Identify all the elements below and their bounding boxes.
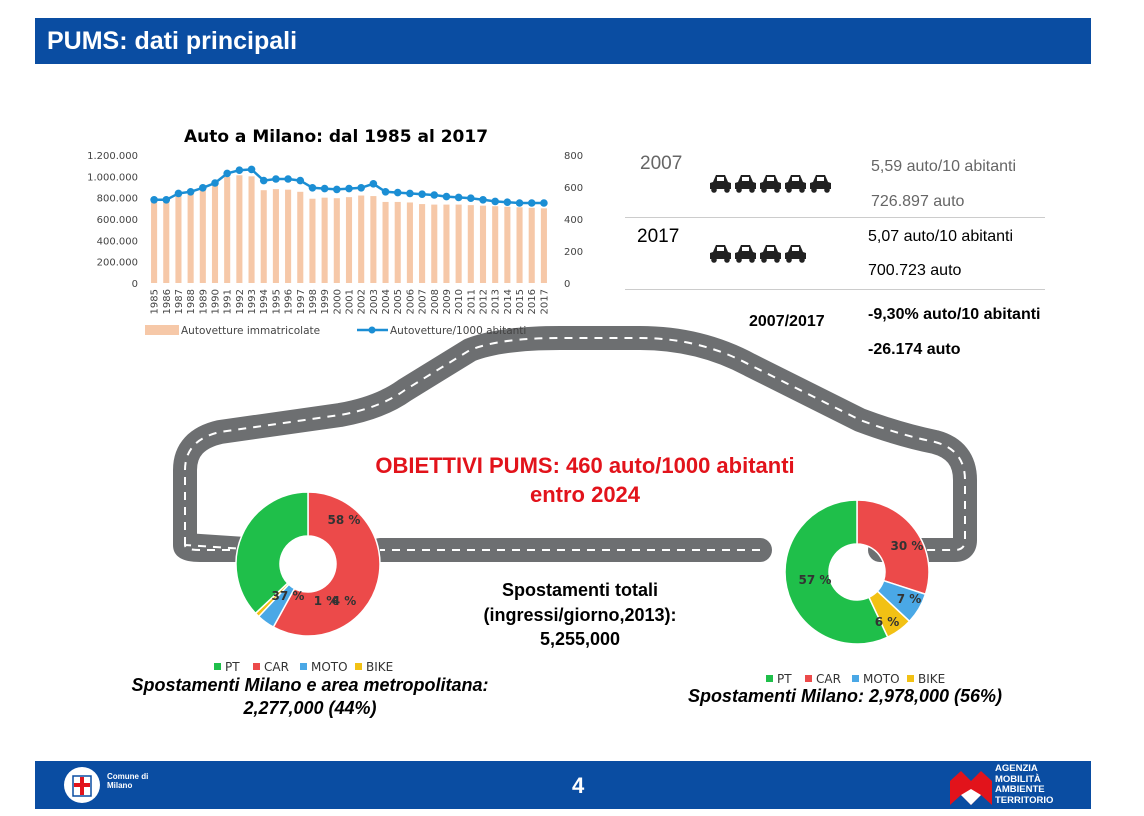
comune-milano-emblem-icon: [61, 764, 103, 806]
line-point: [370, 180, 378, 188]
page-title: PUMS: dati principali: [47, 27, 298, 55]
x-tick: 2001: [344, 289, 356, 315]
car-icon: [785, 175, 806, 193]
line-point: [467, 194, 475, 202]
divider: [625, 217, 1045, 218]
page-number: 4: [572, 773, 585, 798]
donut-right: [785, 496, 935, 646]
line-point: [236, 166, 244, 174]
legend-swatch-bike: [355, 663, 362, 670]
delta-ratio: -9,30% auto/10 abitanti: [868, 306, 1041, 323]
bar: [224, 177, 230, 283]
goal-line2: entro 2024: [529, 482, 641, 507]
x-tick: 2003: [368, 289, 380, 315]
legend-swatch-moto: [852, 675, 859, 682]
x-tick: 2015: [515, 289, 527, 315]
stat-2017-ratio: 5,07 auto/10 abitanti: [868, 228, 1014, 245]
line-point: [406, 190, 414, 198]
line-point: [479, 196, 487, 204]
bar: [383, 202, 389, 283]
delta-label: 2007/2017: [749, 313, 825, 330]
y-right-tick: 0: [564, 279, 571, 290]
legend-label-moto: MOTO: [863, 672, 900, 686]
year-2017: 2017: [637, 226, 680, 247]
x-tick: 2009: [441, 289, 453, 315]
line-point: [248, 166, 256, 174]
donut-label-car: 30 %: [890, 539, 924, 553]
donut-left-caption1: Spostamenti Milano e area metropolitana:: [131, 675, 489, 695]
legend-line-label: Autovetture/1000 abitanti: [390, 325, 527, 337]
line-point: [162, 196, 170, 204]
bar: [249, 176, 255, 283]
stat-2007-ratio: 5,59 auto/10 abitanti: [871, 158, 1017, 175]
delta-cars: -26.174 auto: [868, 341, 961, 358]
x-tick: 1987: [173, 289, 185, 315]
total-value: 5,255,000: [539, 629, 621, 649]
legend-label-bike: BIKE: [366, 660, 394, 674]
legend-swatch-car: [253, 663, 260, 670]
x-tick: 1986: [161, 289, 173, 315]
y-right-tick: 600: [564, 183, 584, 194]
car-icons-2007: [708, 172, 838, 199]
y-left-tick: 600.000: [96, 215, 138, 226]
bar: [358, 196, 364, 283]
bar: [504, 207, 510, 283]
y-left-tick: 0: [131, 279, 138, 290]
x-tick: 2010: [454, 289, 466, 315]
x-tick: 1996: [283, 289, 295, 315]
y-left-tick: 1.200.000: [87, 151, 138, 162]
bar: [334, 198, 340, 283]
line-point: [382, 188, 390, 196]
x-tick: 2013: [490, 289, 502, 315]
bar: [480, 206, 486, 283]
car-icon: [735, 245, 756, 263]
line-point: [430, 191, 438, 199]
bar: [517, 207, 523, 283]
year-2007: 2007: [640, 153, 683, 174]
donut-left: [226, 498, 386, 638]
bar: [309, 199, 315, 283]
line-point: [333, 186, 341, 194]
x-tick: 2016: [527, 289, 539, 315]
bar: [456, 205, 462, 283]
line-point: [321, 185, 329, 193]
legend-label-pt: PT: [777, 672, 792, 686]
legend-bar-swatch: [145, 325, 179, 335]
y-left-tick: 400.000: [96, 236, 138, 248]
bar: [492, 206, 498, 283]
x-tick: 2017: [539, 289, 551, 315]
car-icon: [710, 175, 731, 193]
right-logo-text: AGENZIA MOBILITÀ AMBIENTE TERRITORIO: [995, 763, 1054, 806]
bar: [541, 208, 547, 283]
car-icon: [735, 175, 756, 193]
footer-bar: [35, 761, 1091, 809]
car-icon: [710, 245, 731, 263]
line-point: [199, 184, 207, 192]
bar: [163, 199, 169, 283]
bar: [346, 197, 352, 283]
bar: [285, 190, 291, 283]
bar: [297, 192, 303, 283]
x-tick: 1997: [295, 289, 307, 315]
stat-2017-cars: 700.723 auto: [868, 262, 962, 279]
legend-label-bike: BIKE: [918, 672, 946, 686]
x-tick: 1999: [320, 289, 332, 315]
line-point: [296, 177, 304, 185]
cars-chart: [70, 120, 584, 350]
car-icon: [760, 175, 781, 193]
car-icon: [785, 245, 806, 263]
legend-swatch-car: [805, 675, 812, 682]
x-tick: 2004: [381, 289, 393, 315]
x-tick: 2012: [478, 289, 490, 315]
line-point: [357, 184, 365, 192]
car-icon: [810, 175, 831, 193]
x-tick: 1990: [210, 289, 222, 315]
bar: [188, 190, 194, 283]
donut-left-caption2: 2,277,000 (44%): [243, 698, 377, 718]
donut-label-pt: 37 %: [271, 589, 305, 603]
car-icon: [760, 245, 781, 263]
line-point: [309, 184, 317, 192]
bar: [273, 189, 279, 283]
line-point: [187, 188, 195, 196]
bar: [407, 202, 413, 283]
bar: [151, 201, 157, 283]
donut-left-legend: [210, 658, 430, 676]
y-right-tick: 200: [564, 247, 584, 258]
bar: [261, 190, 267, 283]
line-point: [540, 199, 548, 207]
x-tick: 1989: [198, 289, 210, 315]
line-point: [175, 190, 183, 198]
y-right-tick: 400: [564, 215, 584, 226]
x-tick: 2008: [429, 289, 441, 315]
legend-label-moto: MOTO: [311, 660, 348, 674]
bar: [529, 208, 535, 283]
line-point: [504, 198, 512, 206]
bar: [175, 193, 181, 283]
x-tick: 1985: [149, 289, 161, 315]
line-point: [491, 198, 499, 206]
line-point: [455, 194, 463, 202]
line-point: [223, 170, 231, 178]
amat-logo-icon: [948, 765, 994, 807]
line-point: [443, 193, 451, 201]
chart-title: Auto a Milano: dal 1985 al 2017: [183, 127, 489, 147]
bar: [236, 175, 242, 283]
line-point: [211, 179, 219, 187]
donut-label-car: 58 %: [327, 513, 361, 527]
bar: [468, 205, 474, 283]
legend-bar-label: Autovetture immatricolate: [181, 325, 321, 337]
legend-swatch-pt: [214, 663, 221, 670]
line-point: [418, 190, 426, 198]
bar: [200, 185, 206, 283]
bar: [322, 198, 328, 283]
x-tick: 2000: [332, 289, 344, 315]
bar: [370, 196, 376, 283]
bar: [212, 182, 218, 283]
line-point: [150, 196, 158, 204]
donut-label-moto: 7 %: [896, 592, 922, 606]
goal-line1: OBIETTIVI PUMS: 460 auto/1000 abitanti: [375, 453, 795, 478]
y-right-tick: 800: [564, 151, 584, 162]
x-tick: 1994: [259, 289, 271, 315]
divider: [625, 289, 1045, 290]
x-tick: 2005: [393, 289, 405, 315]
legend-swatch-bike: [907, 675, 914, 682]
x-tick: 2014: [502, 289, 514, 315]
line-point: [394, 189, 402, 197]
donut-right-caption: Spostamenti Milano: 2,978,000 (56%): [687, 686, 1003, 706]
bar: [395, 202, 401, 283]
x-tick: 1998: [307, 289, 319, 315]
x-tick: 1993: [247, 289, 259, 315]
bar: [419, 204, 425, 283]
legend-label-car: CAR: [264, 660, 289, 674]
x-tick: 2011: [466, 289, 478, 315]
donut-label-bike: 6 %: [874, 615, 900, 629]
car-icons-2017: [708, 242, 818, 269]
legend-swatch-moto: [300, 663, 307, 670]
total-line2: (ingressi/giorno,2013):: [483, 605, 677, 625]
donut-label-pt: 57 %: [798, 573, 832, 587]
x-tick: 2006: [405, 289, 417, 315]
x-tick: 2002: [356, 289, 368, 315]
total-line1: Spostamenti totali: [501, 580, 658, 600]
x-tick: 1988: [186, 289, 198, 315]
bar: [431, 205, 437, 283]
legend-label-pt: PT: [225, 660, 240, 674]
legend-label-car: CAR: [816, 672, 841, 686]
donut-label-moto: 4 %: [331, 594, 357, 608]
line-point: [345, 185, 353, 193]
line-point: [516, 199, 524, 207]
stat-2007-cars: 726.897 auto: [871, 193, 965, 210]
x-tick: 1992: [234, 289, 246, 315]
line-point: [528, 199, 536, 207]
bar: [443, 205, 449, 283]
line-point: [260, 177, 268, 185]
left-logo-text: Comune di Milano: [107, 772, 149, 790]
x-tick: 1995: [271, 289, 283, 315]
legend-swatch-pt: [766, 675, 773, 682]
line-point: [272, 175, 280, 183]
donut-label-bike: 1 %: [313, 594, 339, 608]
x-tick: 1991: [222, 289, 234, 315]
line-point: [284, 175, 292, 183]
legend-line-marker: [369, 327, 376, 334]
y-left-tick: 1.000.000: [87, 172, 138, 184]
y-left-tick: 800.000: [96, 193, 138, 205]
x-tick: 2007: [417, 289, 429, 315]
y-left-tick: 200.000: [96, 257, 138, 269]
